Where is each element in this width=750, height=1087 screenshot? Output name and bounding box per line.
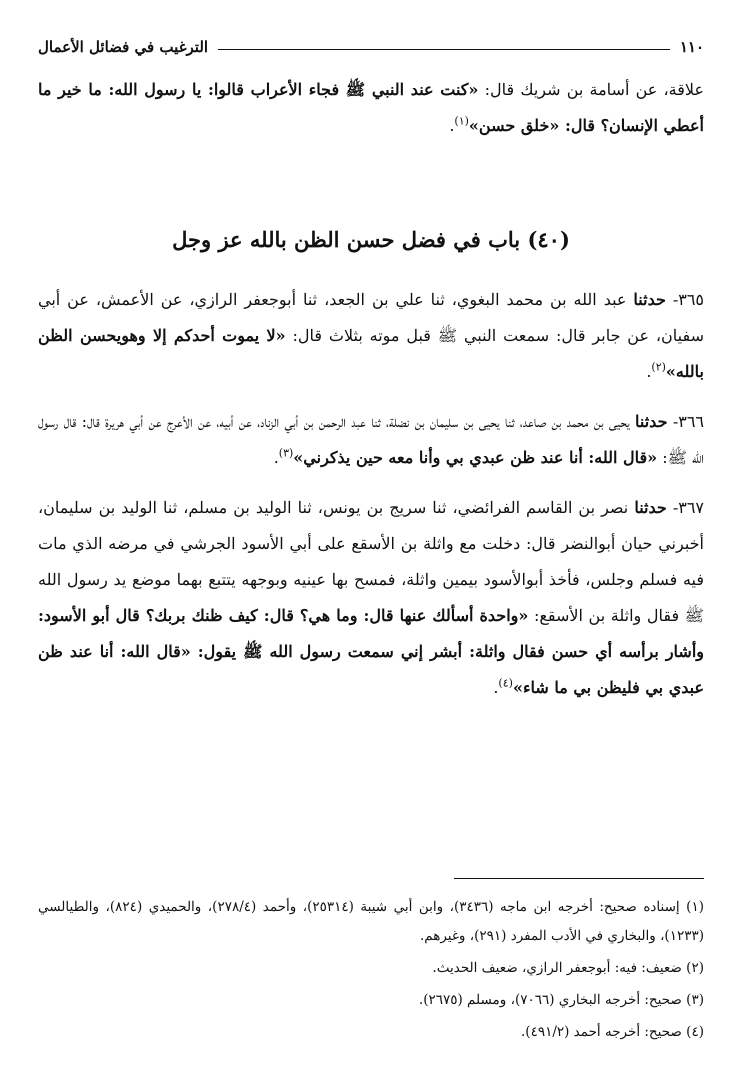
hadith-365 — [38, 282, 704, 390]
intro-isnad: علاقة، عن أسامة بن شريك قال: — [478, 80, 704, 99]
footnote-divider — [454, 878, 704, 879]
footnote-4: (٤) صحيح: أخرجه أحمد (٤٩١/٢). — [521, 1024, 704, 1040]
footnote-2: (٢) ضعيف: فيه: أبوجعفر الرازي، ضعيف الحديث. — [432, 960, 704, 976]
footnote-ref-1: (١) — [454, 114, 469, 128]
intro-end: . — [449, 116, 455, 135]
intro-matn: «كنت عند النبي ﷺ فجاء الأعراب قالوا: يا رسول الله: ما خير ما أعطي الإنسان؟ قال: «خلق حسن» — [38, 80, 704, 135]
footnote-ref-2: (٢) — [651, 360, 666, 374]
hadith-keyword: حدثنا — [635, 412, 668, 431]
hadith-end: . — [273, 448, 279, 467]
hadith-number: ٣٦٦- — [672, 412, 704, 431]
hadith-end: . — [493, 678, 499, 697]
hadith-isnad: نصر بن القاسم الفرائضي، ثنا سريج بن يونس، ثنا الوليد بن مسلم، ثنا الوليد بن سليمان، أخبرني حيان أبوالنضر قال: دخلت مع واثلة بن الأسقع على أبي الأسود الجرشي في مرضه الذي مات فيه فسلم وجلس، فأخذ أبوالأسود بيمين واثلة، فمسح بها عينيه وبوجهه يتتبع بهما موضع يد رسول الله ﷺ فقال واثلة بن الأسقع: — [38, 498, 705, 625]
hadith-matn: «قال الله: أنا عند ظن عبدي بي وأنا معه حين يذكرني» — [293, 448, 658, 467]
page-number: ١١٠ — [679, 38, 704, 56]
hadith-matn: «لا يموت أحدكم إلا وهويحسن الظن بالله» — [38, 326, 704, 381]
main-text — [38, 72, 704, 720]
hadith-matn: «واحدة أسألك عنها قال: وما هي؟ قال: كيف ظنك بربك؟ قال أبو الأسود: وأشار برأسه أي حسن فقال واثلة: أبشر إني سمعت رسول الله ﷺ يقول: «قال الله: أنا عند ظن عبدي بي فليظن بي ما شاء» — [38, 606, 704, 697]
intro-paragraph — [38, 72, 704, 144]
hadith-keyword: حدثنا — [634, 498, 667, 517]
hadith-isnad: عبد الله بن محمد البغوي، ثنا علي بن الجعد، ثنا أبوجعفر الرازي، عن الأعمش، عن أبي سفيان، عن جابر قال: سمعت النبي ﷺ قبل موته بثلاث قال: — [38, 290, 704, 345]
footnote-ref-4: (٤) — [498, 676, 513, 690]
footnote-3: (٣) صحيح: أخرجه البخاري (٧٠٦٦)، ومسلم (٢٦٧٥). — [418, 992, 704, 1008]
footnote-1: (١) إسناده صحيح: أخرجه ابن ماجه (٣٤٣٦)، وابن أبي شيبة (٢٥٣١٤)، وأحمد (٢٧٨/٤)، والحميدي (٨٢٤)، والطيالسي (١٢٣٣)، والبخاري في الأدب المفرد (٢٩١)، وغيرهم. — [38, 899, 704, 944]
chapter-title: (٤٠) باب في فضل حسن الظن بالله عز وجل — [172, 227, 570, 252]
header-rule — [218, 49, 670, 50]
hadith-366 — [38, 404, 704, 476]
hadith-number: ٣٦٧- — [672, 498, 704, 517]
hadith-keyword: حدثنا — [633, 290, 666, 309]
footnotes — [38, 893, 704, 1050]
hadith-end: . — [646, 362, 652, 381]
book-title: الترغيب في فضائل الأعمال — [38, 38, 209, 56]
footnote-ref-3: (٣) — [278, 446, 294, 460]
hadith-367 — [38, 490, 704, 706]
running-header — [38, 30, 704, 56]
book-page — [38, 0, 704, 1087]
hadith-number: ٣٦٥- — [672, 290, 705, 309]
hadith-isnad: يحيى بن محمد بن صاعد، ثنا يحيى بن سليمان بن نضلة، ثنا عبد الرحمن بن أبي الزناد، عن أبيه، عن الأعرج عن أبي هريرة قال: قال رسول الله ﷺ: — [38, 412, 704, 467]
